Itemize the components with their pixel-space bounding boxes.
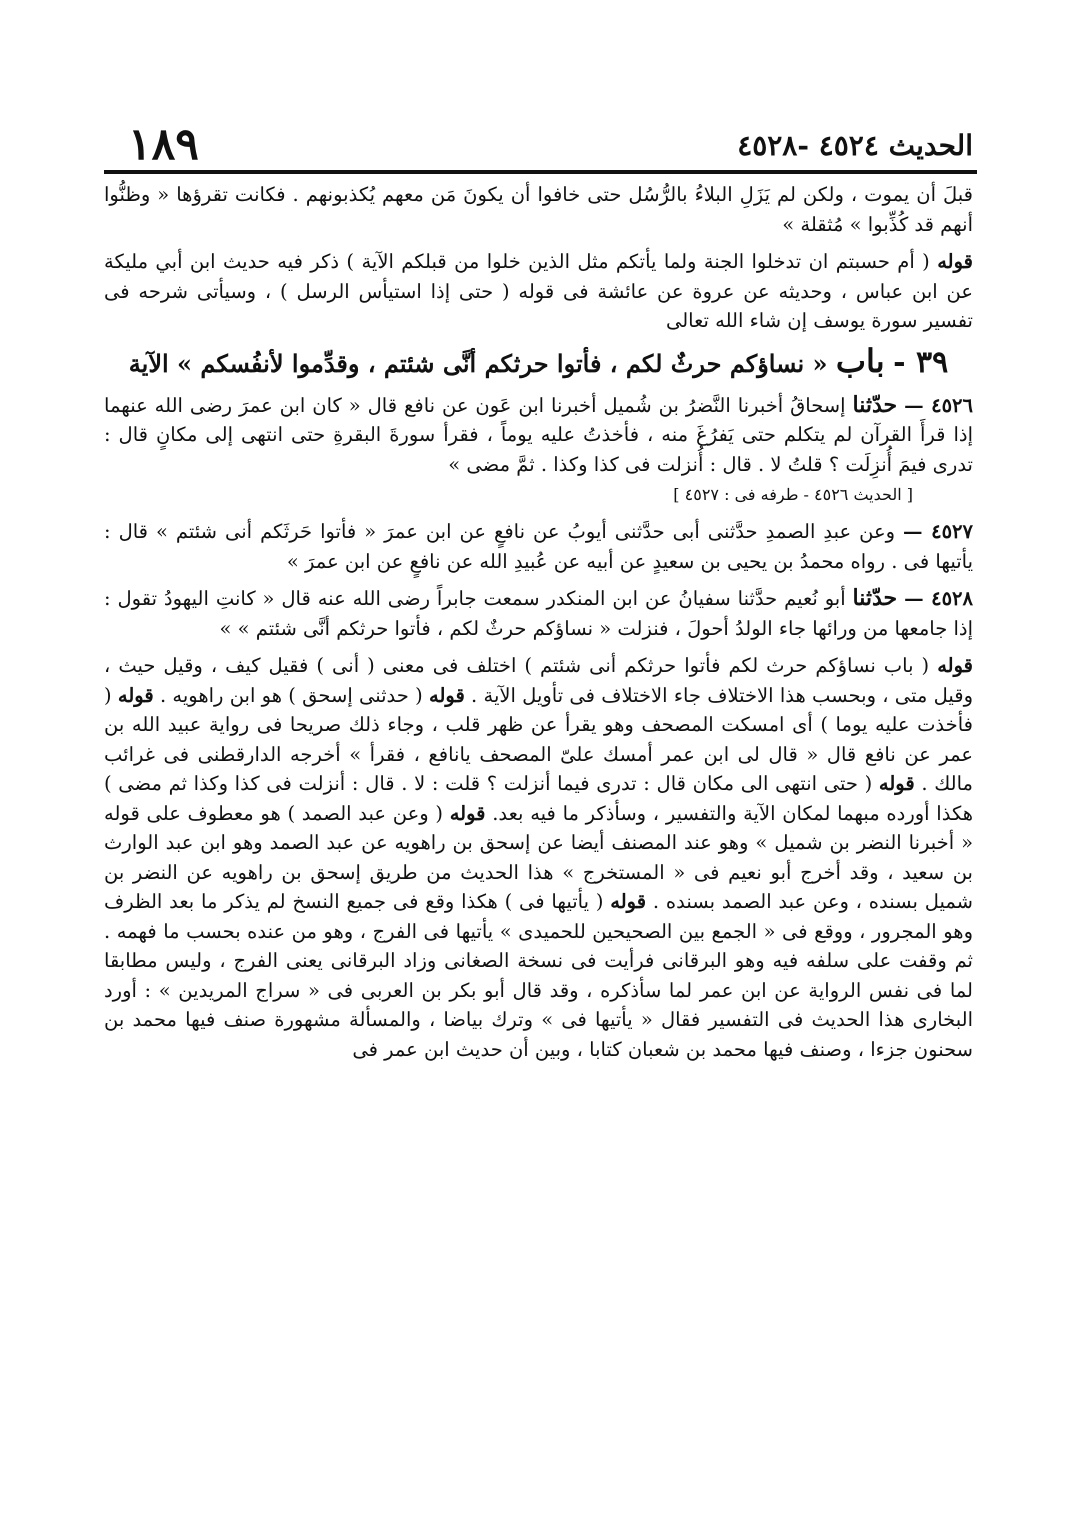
hadith-4527	[104, 517, 973, 576]
qawl-marker: قوله	[428, 683, 465, 707]
paragraph-text: ( فأخذت عليه يوما ) أى امسكت المصحف وهو يقرأ عن ظهر قلب ، وجاء ذلك صريحا فى رواية عبيد الله بن عمر عن نافع قال « قال لى ابن عمر أمسك علىّ المصحف يانافع ، فقرأ » أخرجه الدارقطنى فى غرائب مالك .	[104, 683, 973, 795]
chapter-word: باب	[835, 341, 885, 380]
page-body	[104, 180, 973, 1072]
hadith-number: ٤٥٢٨ —	[904, 587, 974, 610]
hadith-4526	[104, 391, 973, 480]
paragraph-text: ( باب نساؤكم حرث لكم فأتوا حرثكم أنى شئتم ) اختلف فى معنى ( أنى ) فقيل كيف ، وقيل حيث ، وقيل متى ، وبحسب هذا الاختلاف جاء الاختلاف فى تأويل الآية .	[104, 654, 974, 707]
haddathana-marker: حدّثنا	[852, 391, 898, 418]
chapter-heading	[104, 341, 973, 381]
paragraph-text: ( أم حسبتم ان تدخلوا الجنة ولما يأتكم مثل الذين خلوا من قبلكم الآية ) ذكر فيه حديث ابن أبي مليكة عن ابن عباس ، وحديثه عن عروة عن عائشة فى قوله ( حتى إذا استيأس الرسل ) ، وسيأتى شرحه فى تفسير سورة يوسف إن شاء الله تعالى	[104, 250, 973, 332]
hadith-text: وعن عبدِ الصمدِ حدَّثنى أبى حدَّثنى أيوبُ عن نافعٍ عن ابن عمرَ « فأتوا حَرثَكم أنى شئتم » قال : يأتيها فى . رواه محمدُ بن يحيى بن سعيدٍ عن أبيه عن عُبيدِ الله عن نافعٍ عن ابن عمرَ »	[104, 520, 973, 573]
hadith-number: ٤٥٢٦ —	[904, 393, 974, 417]
paragraph-text: ( حدثنى إسحق ) هو ابن راهويه .	[159, 683, 423, 707]
hadith-text: إسحاقُ أخبرنا النَّضرُ بن شُميل أخبرنا ابن عَون عن نافع قال « كان ابن عمرَ رضى الله عنهما إذا قرأَ القرآن لم يتكلم حتى يَفرُغَ منه ، فأخذتُ عليه يوماً ، فقرأ سورةَ البقرةِ حتى انتهى إلى مكانٍ قال : تدرى فيمَ أُنزِلَت ؟ قلتُ لا . قال : أُنزلت فى كذا وكذا . ثمَّ مضى »	[104, 393, 973, 476]
hadith-text: أبو نُعيم حدَّثنا سفيانُ عن ابن المنكدر سمعت جابراً رضى الله عنه قال « كانتِ اليهودُ تقول : إذا جامعها من ورائها جاء الولدُ أحولَ ، فنزلت « نساؤكم حرثٌ لكم ، فأتوا حرثكم أنَّى شئتم » »	[104, 587, 973, 640]
qawl-marker: قوله	[878, 772, 915, 795]
commentary-paragraph	[104, 651, 973, 1064]
qawl-marker: قوله	[937, 654, 973, 677]
qawl-marker: قوله	[610, 890, 647, 913]
qawl-marker: قوله	[117, 683, 154, 707]
header-divider	[104, 170, 977, 174]
hadith-number: ٤٥٢٧ —	[903, 520, 973, 543]
hadith-reference: [ الحديث ٤٥٢٦ - طرفه فى : ٤٥٢٧ ]	[673, 485, 913, 504]
paragraph-text: قبلَ أن يموت ، ولكن لم يَزَلِ البلاءُ بالرُّسُل حتى خافوا أن يكونَ مَن معهم يُكذبونهم . فكانت تقرؤها « وظنُّوا أنهم قد كُذِّبوا » مُثقلة »	[104, 183, 973, 236]
qawl-marker: قوله	[449, 801, 486, 825]
chapter-number: ٣٩ -	[893, 344, 949, 380]
paragraph	[104, 180, 973, 239]
haddathana-marker: حدّثنا	[852, 585, 898, 611]
hadith-4528	[104, 584, 973, 643]
page-header	[100, 118, 973, 172]
page-number: ١٨٩	[128, 119, 199, 170]
chapter-title: « نساؤكم حرثٌ لكم ، فأتوا حرثكم أنَّى شئتم ، وقدِّموا لأنفُسكم » الآية	[128, 348, 828, 378]
paragraph-text: ( وعن عبد الصمد ) هو معطوف على قوله « أخبرنا النضر بن شميل » وهو عند المصنف أيضا عن إسحق بن راهويه عن عبد الصمد وهو ابن عبد الوارث بن سعيد ، وقد أخرج أبو نعيم فى « المستخرج » هذا الحديث من طريق إسحق بن راهويه عن النضر بن شميل بسنده ، وعن عبد الصمد بسنده .	[104, 801, 973, 913]
paragraph-text: ( حتى انتهى الى مكان قال : تدرى فيما أنزلت ؟ قلت : لا . قال : أنزلت فى كذا وكذا ثم مضى ) هكذا أورده مبهما لمكان الآية والتفسير ، وسأذكر ما فيه بعد.	[104, 772, 973, 825]
paragraph-text: ( يأتيها فى ) هكذا وقع فى جميع النسخ لم يذكر ما بعد الظرف وهو المجرور ، ووقع فى « الجمع بين الصحيحين للحميدى » يأتيها فى الفرج ، وهو من عنده بحسب ما فهمه . ثم وقفت على سلفه فيه وهو البرقانى فرأيت فى نسخة الصغانى وزاد البرقانى يعنى الفرج ، وليس مطابقا لما فى نفس الرواية عن ابن عمر لما سأذكره ، وقد قال أبو بكر بن العربى فى « سراج المريدين » : أورد البخارى هذا الحديث فى التفسير فقال « يأتيها فى » وترك بياضا ، والمسألة مشهورة صنف فيها محمد بن سحنون جزءا ، وصنف فيها محمد بن شعبان كتابا ، وبين أن حديث ابن عمر فى	[104, 890, 973, 1061]
hadith-range: الحديث ٤٥٢٤ -٤٥٢٨	[737, 129, 973, 162]
qawl-marker: قوله	[937, 250, 973, 273]
commentary-paragraph	[104, 247, 973, 336]
